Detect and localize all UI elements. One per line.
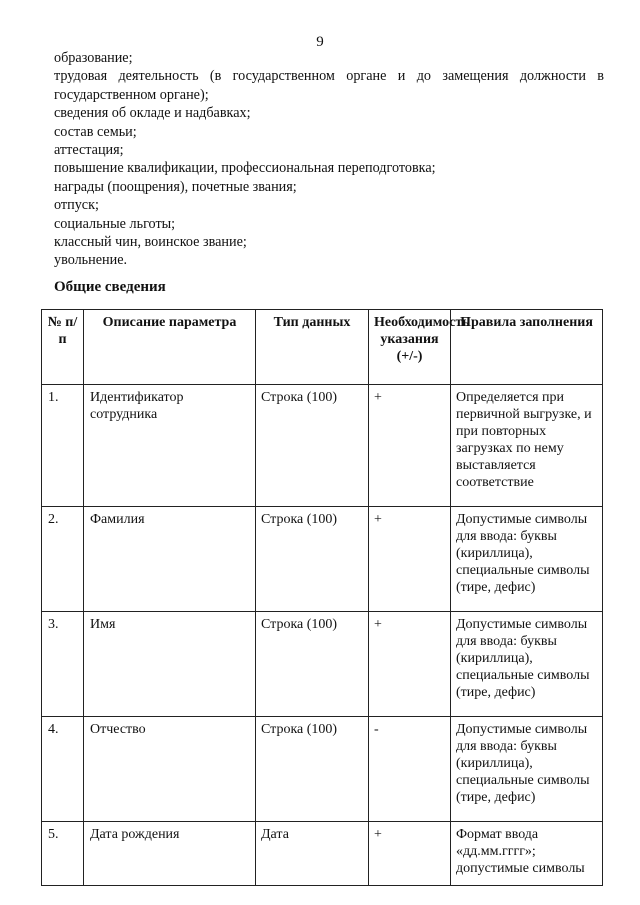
list-item: образование;	[54, 50, 133, 66]
header-description: Описание параметра	[84, 310, 256, 385]
parameters-table	[41, 309, 603, 886]
cell-rules: Определяется при первичной выгрузке, и при повторных загрузках по нему выставляется соответствие	[451, 385, 603, 507]
cell-required: +	[369, 385, 451, 507]
list-item: отпуск;	[54, 197, 99, 214]
list-item: трудовая деятельность (в государственном органе и до замещения должности в государственном органе);	[54, 68, 604, 103]
list-item: увольнение.	[54, 252, 128, 269]
header-required: Необходимость указания (+/-)	[369, 310, 451, 385]
cell-rules: Допустимые символы для ввода: буквы (кириллица), специальные символы (тире, дефис)	[451, 612, 603, 717]
list-item: сведения об окладе и надбавках;	[54, 105, 251, 122]
cell-data-type: Строка (100)	[256, 507, 369, 612]
cell-num: 5.	[42, 822, 84, 886]
cell-data-type: Строка (100)	[256, 717, 369, 822]
cell-num: 4.	[42, 717, 84, 822]
cell-description: Дата рождения	[84, 822, 256, 886]
cell-num: 1.	[42, 385, 84, 507]
table-row	[42, 507, 603, 612]
table-row	[42, 385, 603, 507]
table-row	[42, 822, 603, 886]
cell-rules: Формат ввода «дд.мм.гггг»; допустимые символы	[451, 822, 603, 886]
list-item: повышение квалификации, профессиональная переподготовка;	[54, 160, 436, 177]
section-title: Общие сведения	[54, 279, 166, 295]
cell-data-type: Дата	[256, 822, 369, 886]
cell-data-type: Строка (100)	[256, 612, 369, 717]
cell-rules: Допустимые символы для ввода: буквы (кириллица), специальные символы (тире, дефис)	[451, 507, 603, 612]
list-item: награды (поощрения), почетные звания;	[54, 178, 297, 195]
page-number: 9	[316, 34, 324, 50]
cell-required: -	[369, 717, 451, 822]
cell-required: +	[369, 612, 451, 717]
cell-rules: Допустимые символы для ввода: буквы (кириллица), специальные символы (тире, дефис)	[451, 717, 603, 822]
cell-description: Имя	[84, 612, 256, 717]
header-rules: Правила заполнения	[451, 310, 603, 385]
header-data-type: Тип данных	[256, 310, 369, 385]
cell-description: Отчество	[84, 717, 256, 822]
table-header-row	[42, 310, 603, 385]
cell-data-type: Строка (100)	[256, 385, 369, 507]
table-row	[42, 717, 603, 822]
cell-description: Идентификатор сотрудника	[84, 385, 256, 507]
list-item: социальные льготы;	[54, 215, 176, 232]
list-item: состав семьи;	[54, 123, 137, 140]
personnel-sections-list	[54, 49, 604, 270]
list-item: аттестация;	[54, 142, 124, 159]
header-num: № п/п	[42, 310, 84, 385]
cell-num: 2.	[42, 507, 84, 612]
cell-num: 3.	[42, 612, 84, 717]
list-item: классный чин, воинское звание;	[54, 234, 247, 251]
cell-required: +	[369, 822, 451, 886]
cell-required: +	[369, 507, 451, 612]
cell-description: Фамилия	[84, 507, 256, 612]
table-row	[42, 612, 603, 717]
